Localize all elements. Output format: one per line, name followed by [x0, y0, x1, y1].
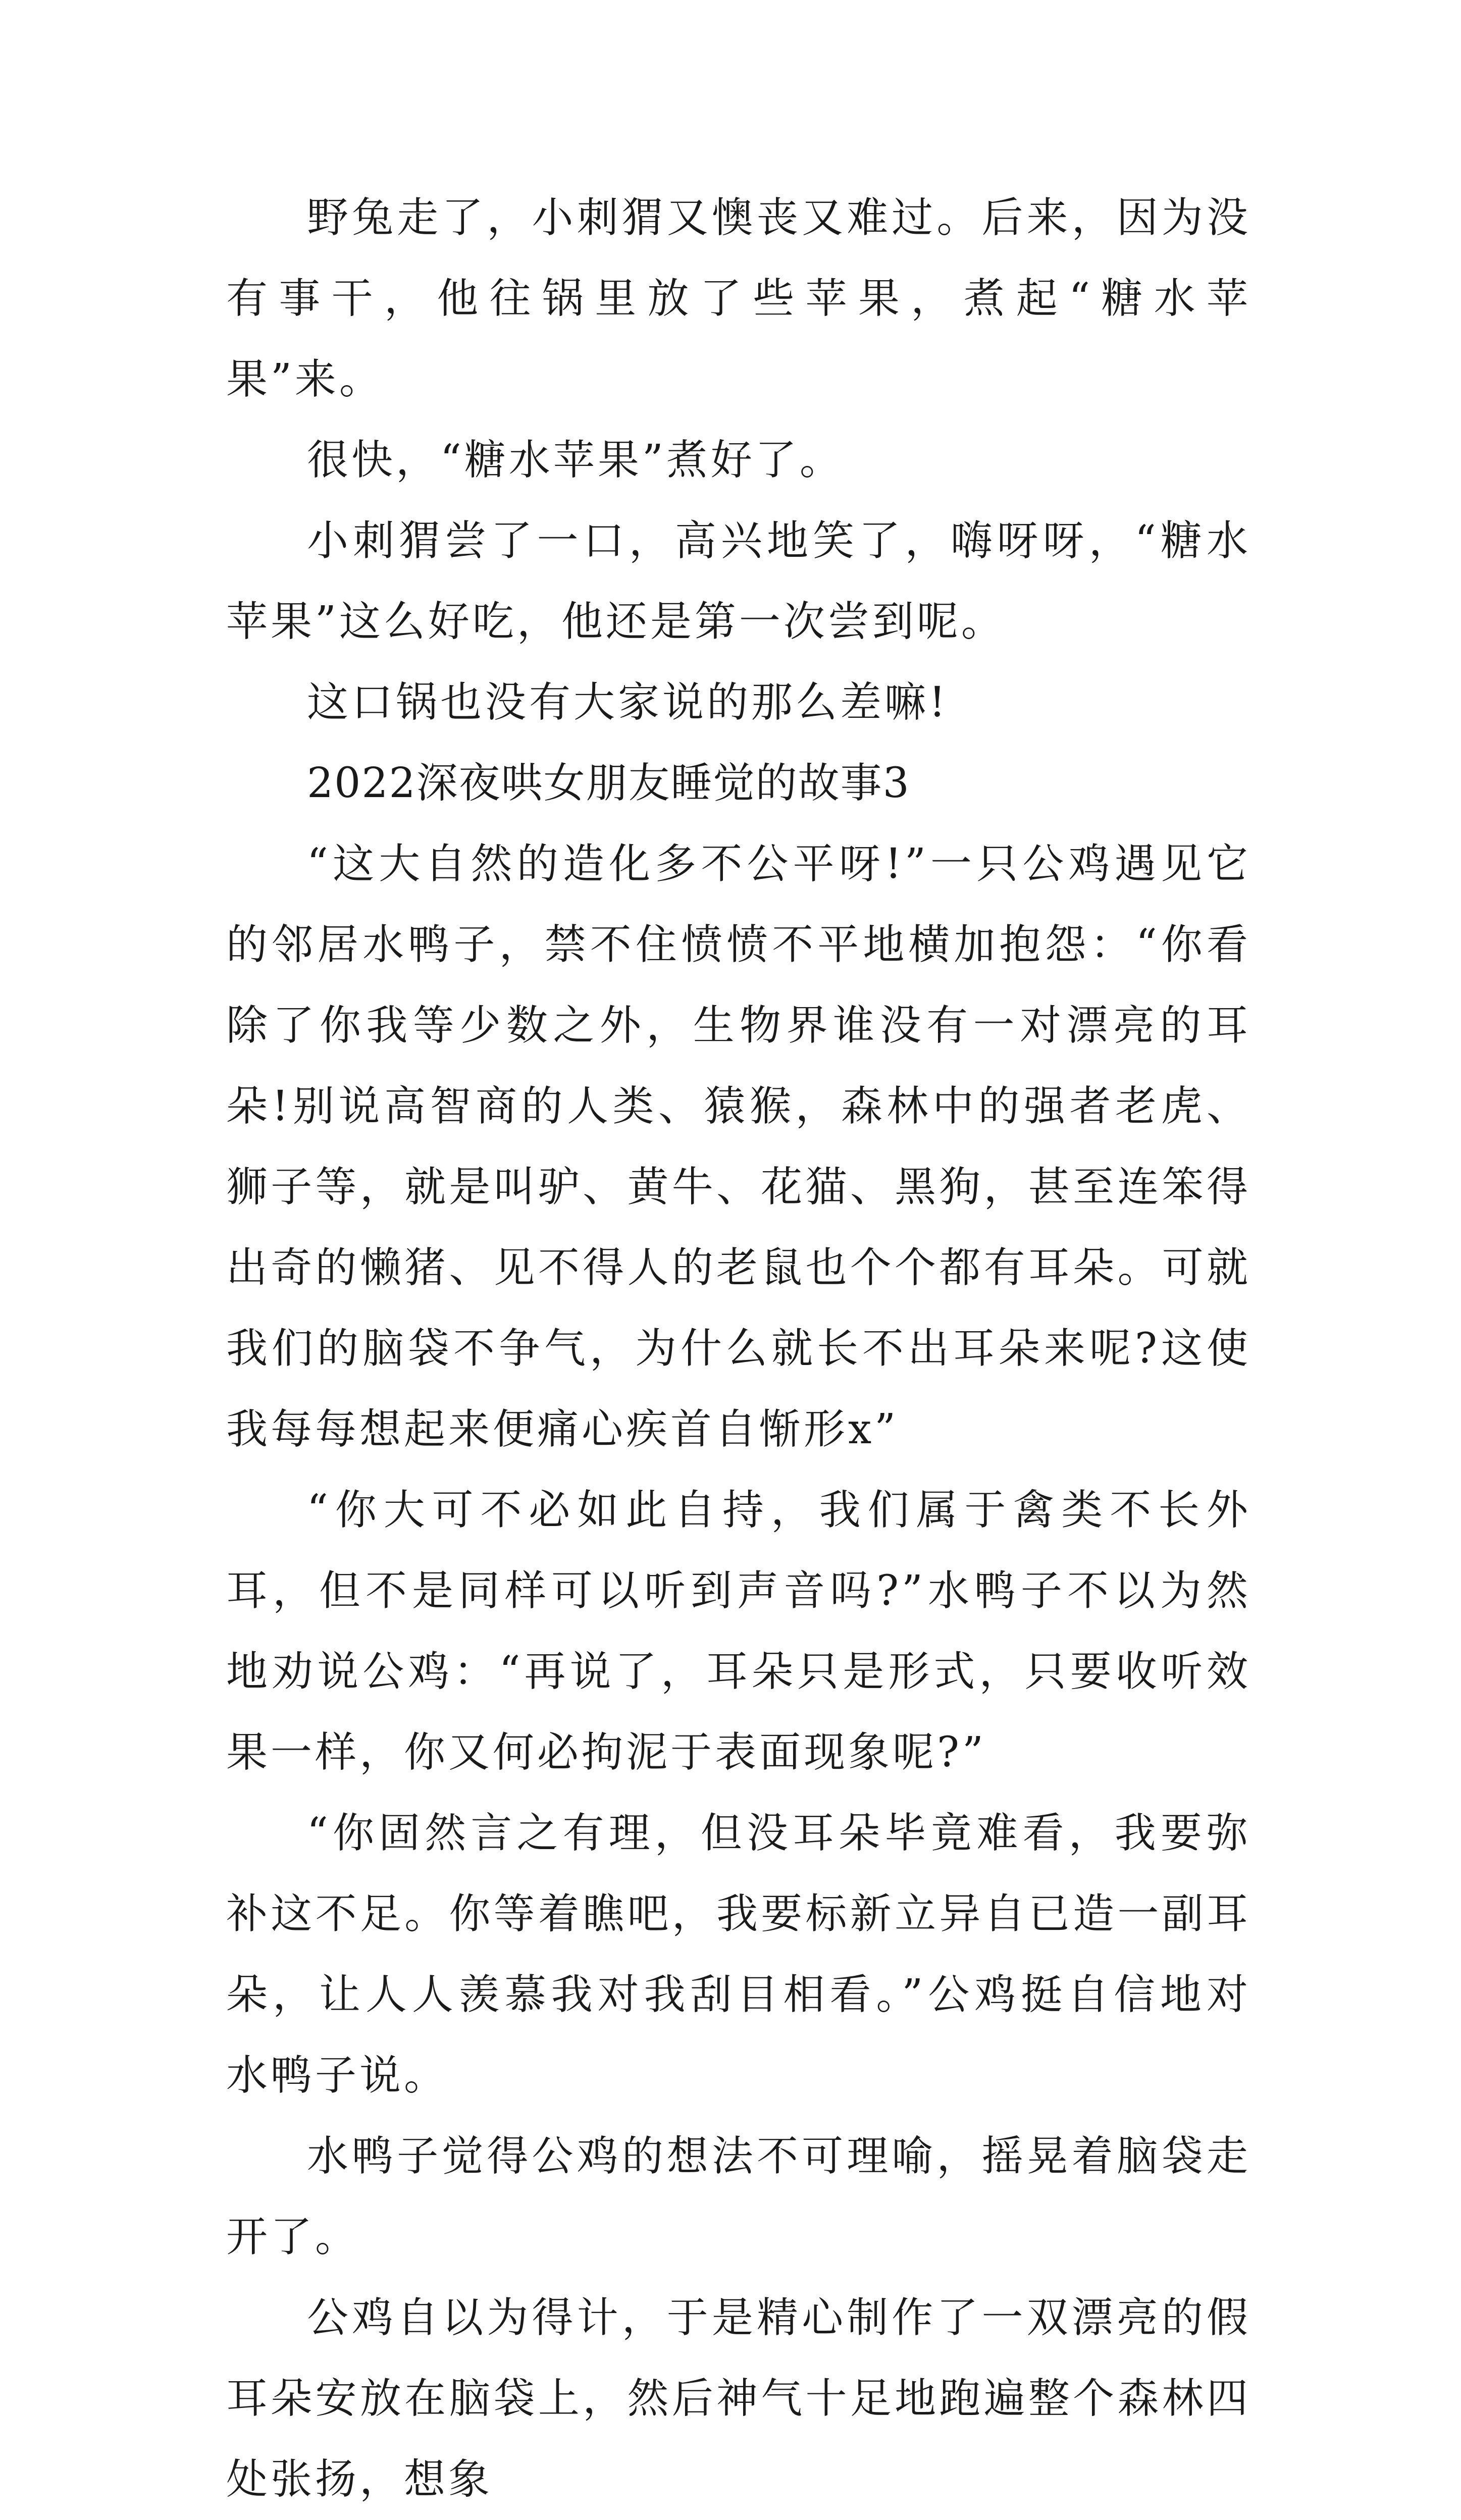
document-body: [226, 178, 1251, 2520]
paragraph-8: 水鸭子觉得公鸡的想法不可理喻，摇晃着脑袋走开了。: [226, 2132, 1251, 2261]
paragraph-3: 小刺猬尝了一口，高兴地笑了，嗨呀呀，“糖水苹果”这么好吃，他还是第一次尝到呢。: [226, 517, 1251, 646]
paragraph-5: “这大自然的造化多不公平呀!”一只公鸡遇见它的邻居水鸭子，禁不住愤愤不平地横加抱怨：“你看除了你我等少数之外，生物界谁没有一对漂亮的耳朵!别说高智商的人类、猿猴，森林中的强者老虎、狮子等，就是叫驴、黄牛、花猫、黑狗，甚至连笨得出奇的懒猪、见不得人的老鼠也个个都有耳朵。可就我们的脑袋不争气，为什么就长不出耳朵来呢?这使我每每想起来便痛心疾首自惭形x”: [226, 840, 1251, 1453]
paragraph-1: 野兔走了，小刺猬又懊丧又难过。后来，因为没有事干，他往锅里放了些苹果，煮起“糖水苹果”来。: [226, 194, 1251, 403]
paragraph-9: 公鸡自以为得计，于是精心制作了一双漂亮的假耳朵安放在脑袋上，然后神气十足地跑遍整个森林四处张扬，想象: [226, 2294, 1251, 2503]
section-heading: 2022深夜哄女朋友睡觉的故事3: [307, 759, 910, 807]
paragraph-2: 很快，“糖水苹果”煮好了。: [307, 436, 844, 484]
paragraph-7: “你固然言之有理，但没耳朵毕竟难看，我要弥补这不足。你等着瞧吧，我要标新立异自已造一副耳朵，让人人羡慕我对我刮目相看。”公鸡挺自信地对水鸭子说。: [226, 1809, 1251, 2099]
paragraph-4: 这口锅也没有大家说的那么差嘛!: [307, 678, 949, 726]
paragraph-6: “你大可不必如此自持，我们属于禽类不长外耳，但不是同样可以听到声音吗?”水鸭子不以为然地劝说公鸡：“再说了，耳朵只是形式，只要收听效果一样，你又何必拘泥于表面现象呢?”: [226, 1486, 1251, 1776]
